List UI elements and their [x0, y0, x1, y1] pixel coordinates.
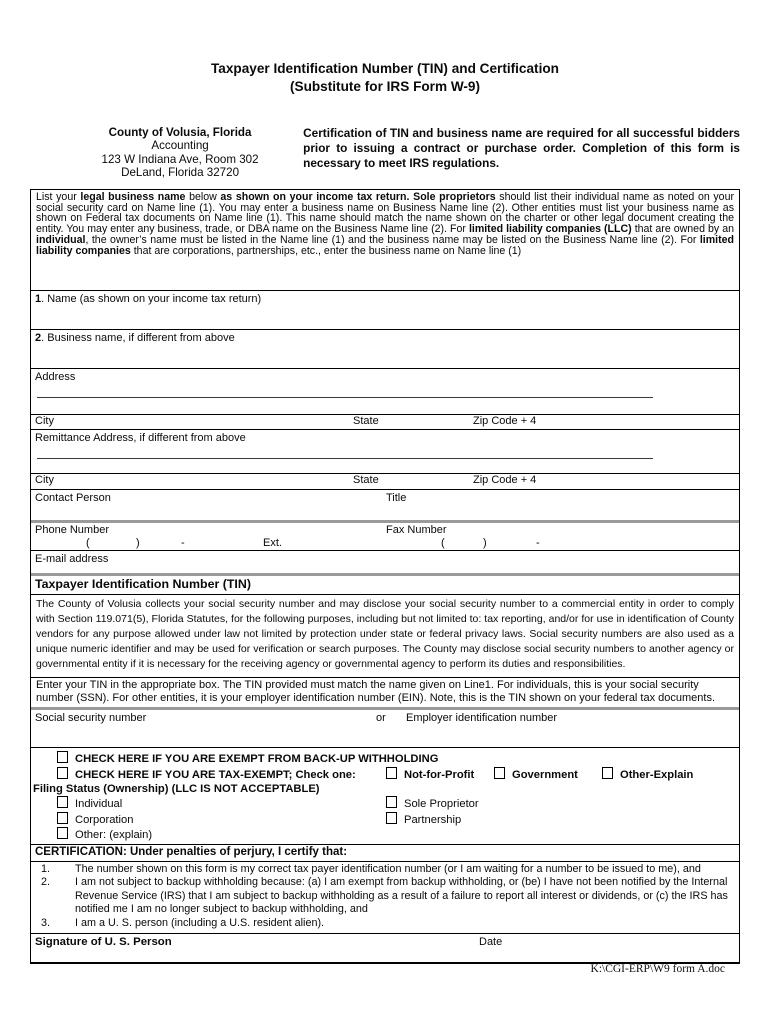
tin-disclosure-text: The County of Volusia collects your social security number and may disclose your social security number to a commercial entity in order to comply with Section 119.071(5), Florida Statutes, for the following purposes, including but not limited to: tax reporting, and/or for use in identification of County vendors for any purpose allowed under law not limited by protection under state or federal privacy laws. Social security numbers are also used as a unique numeric identifier and may be used for verification or search purposes. The County may disclose social security numbers to another agency or governmental entity if it is necessary for the receiving agency or governmental agency to perform its duties and responsibilities.: [31, 594, 739, 677]
ssn-label: Social security number: [35, 712, 147, 725]
filing-row-2: [57, 812, 739, 827]
tin-instructions-text: Enter your TIN in the appropriate box. The TIN provided must match the name given on Line1. For individuals, this is your social security number (SSN). For other entities, it is your employer identification number (EIN). Note, this is the TIN shown on your federal tax documents.: [31, 677, 739, 708]
partnership-checkbox[interactable]: [386, 812, 397, 824]
business-name-row[interactable]: [31, 329, 739, 368]
ssn-ein-row[interactable]: [31, 707, 739, 747]
backup-withholding-line: [57, 751, 739, 766]
footer-path: K:\CGI-ERP\W9 form A.doc: [590, 963, 725, 975]
name-field-row[interactable]: [31, 290, 739, 329]
other-explain-label: Other-Explain: [620, 768, 694, 781]
phone-open-paren: (: [86, 536, 90, 549]
agency-city: DeLand, Florida 32720: [121, 166, 240, 180]
fax-close-paren: ): [483, 536, 487, 549]
phone-ext-label: Ext.: [263, 536, 282, 549]
other-checkbox[interactable]: [57, 827, 68, 839]
not-for-profit-label: Not-for-Profit: [404, 768, 475, 781]
remit-state-label: State: [353, 473, 379, 486]
certification-item-2: [31, 876, 739, 916]
phone-fax-row[interactable]: [31, 520, 739, 550]
state-label: State: [353, 414, 379, 427]
phone-dash: -: [181, 536, 185, 549]
date-label: Date: [479, 936, 503, 948]
cert-item-text: I am not subject to backup withholding because: (a) I am exempt from backup withholding, or (be) I have not been notified by the Internal Revenue Service (IRS) that I am subject to backup withholding as a result of a failure to report all interest or dividends, or (c) the IRS has notified me I am no longer subject to backup withholding, and: [75, 876, 728, 916]
certification-item-1: [31, 863, 739, 876]
remit-zip-label: Zip Code + 4: [473, 473, 537, 486]
corporation-label: Corporation: [75, 813, 134, 826]
certification-heading: CERTIFICATION: Under penalties of perjury, I certify that:: [31, 844, 739, 861]
address-row[interactable]: [31, 368, 739, 414]
ein-label: Employer identification number: [406, 712, 558, 725]
remittance-fill-line[interactable]: [37, 458, 653, 459]
remit-city-label: City: [35, 473, 54, 486]
exempt-filing-section: [31, 747, 739, 844]
remittance-label: Remittance Address, if different from above: [35, 431, 246, 444]
name-field-label: 1. Name (as shown on your income tax return): [35, 292, 262, 305]
address-label: Address: [35, 370, 76, 383]
signature-label: Signature of U. S. Person: [35, 936, 172, 948]
business-field-label: 2. Business name, if different from above: [35, 331, 235, 344]
backup-withholding-checkbox[interactable]: [57, 751, 68, 763]
other-label: Other: (explain): [75, 828, 153, 841]
certification-notice: Certification of TIN and business name are required for all successful bidders prior to issuing a contract or purchase order. Completion of this form is necessary to meet IRS regulations.: [303, 126, 740, 170]
form-title-line2: (Substitute for IRS Form W-9): [289, 79, 481, 94]
w9-form-table: [30, 189, 740, 964]
email-label: E-mail address: [35, 552, 109, 565]
tax-exempt-label: CHECK HERE IF YOU ARE TAX-EXEMPT; Check one:: [75, 768, 356, 781]
contact-title-row[interactable]: [31, 489, 739, 520]
filing-row-1: [57, 796, 739, 811]
contact-person-label: Contact Person: [35, 491, 111, 504]
phone-number-label: Phone Number: [35, 523, 109, 536]
agency-address: 123 W Indiana Ave, Room 302: [101, 152, 259, 166]
backup-withholding-label: CHECK HERE IF YOU ARE EXEMPT FROM BACK-UP WITHHOLDING: [75, 753, 439, 766]
agency-block: [75, 126, 285, 180]
sole-proprietor-label: Sole Proprietor: [404, 798, 479, 811]
form-title: [0, 60, 770, 96]
tax-exempt-line: [57, 767, 739, 782]
remit-city-state-zip-row[interactable]: [31, 473, 739, 489]
agency-dept: Accounting: [151, 139, 209, 153]
cert-item-text: The number shown on this form is my correct tax payer identification number (or I am waiting for a number to be issued to me), and: [75, 862, 701, 875]
filing-row-3: [57, 827, 739, 842]
email-row[interactable]: [31, 550, 739, 573]
other-explain-checkbox[interactable]: [602, 767, 613, 779]
filing-status-heading: Filing Status (Ownership) (LLC IS NOT ACCEPTABLE): [33, 782, 320, 795]
tin-section-heading: Taxpayer Identification Number (TIN): [31, 573, 739, 594]
government-label: Government: [512, 768, 578, 781]
phone-close-paren: ): [136, 536, 140, 549]
individual-label: Individual: [75, 798, 123, 811]
or-label: or: [376, 712, 386, 725]
not-for-profit-checkbox[interactable]: [386, 767, 397, 779]
title-label: Title: [386, 491, 407, 504]
government-checkbox[interactable]: [494, 767, 505, 779]
fax-number-label: Fax Number: [386, 523, 447, 536]
certification-list: [31, 861, 739, 933]
individual-checkbox[interactable]: [57, 796, 68, 808]
city-label: City: [35, 414, 54, 427]
tax-exempt-checkbox[interactable]: [57, 767, 68, 779]
cert-item-text: I am a U. S. person (including a U.S. resident alien).: [75, 916, 325, 929]
agency-name: County of Volusia, Florida: [108, 126, 252, 139]
intro-instructions: List your legal business name below as shown on your income tax return. Sole proprietors should list their individual name as noted on your social security card on Name line (1). You may enter a business name on Business Name line (2). Other entities must list your business name as shown on Federal tax documents on Name line (1). This name should match the name shown on the charter or other legal document creating the entity. You may enter any business, trade, or DBA name on the Business Name line (2). For limited liability companies (LLC) that are owned by an individual, the owner’s name must be listed in the Name line (1) and the business name may be listed on the Business Name line (2). For limited liability companies that are corporations, partnerships, etc., enter the business name on Name line (1): [36, 190, 734, 258]
corporation-checkbox[interactable]: [57, 812, 68, 824]
form-title-line1: Taxpayer Identification Number (TIN) and Certification: [211, 61, 559, 76]
signature-row[interactable]: [31, 933, 739, 962]
zip-label: Zip Code + 4: [473, 414, 537, 427]
sole-proprietor-checkbox[interactable]: [386, 796, 397, 808]
partnership-label: Partnership: [404, 813, 462, 826]
certification-item-3: [31, 917, 739, 930]
cert-item-number: 3.: [41, 916, 51, 929]
remittance-address-row[interactable]: [31, 429, 739, 473]
cert-item-number: 2.: [41, 876, 51, 889]
cert-item-number: 1.: [41, 862, 51, 875]
fax-open-paren: (: [441, 536, 445, 549]
header-row: [30, 126, 740, 180]
city-state-zip-row[interactable]: [31, 414, 739, 429]
address-fill-line[interactable]: [37, 397, 653, 398]
fax-dash: -: [536, 536, 540, 549]
